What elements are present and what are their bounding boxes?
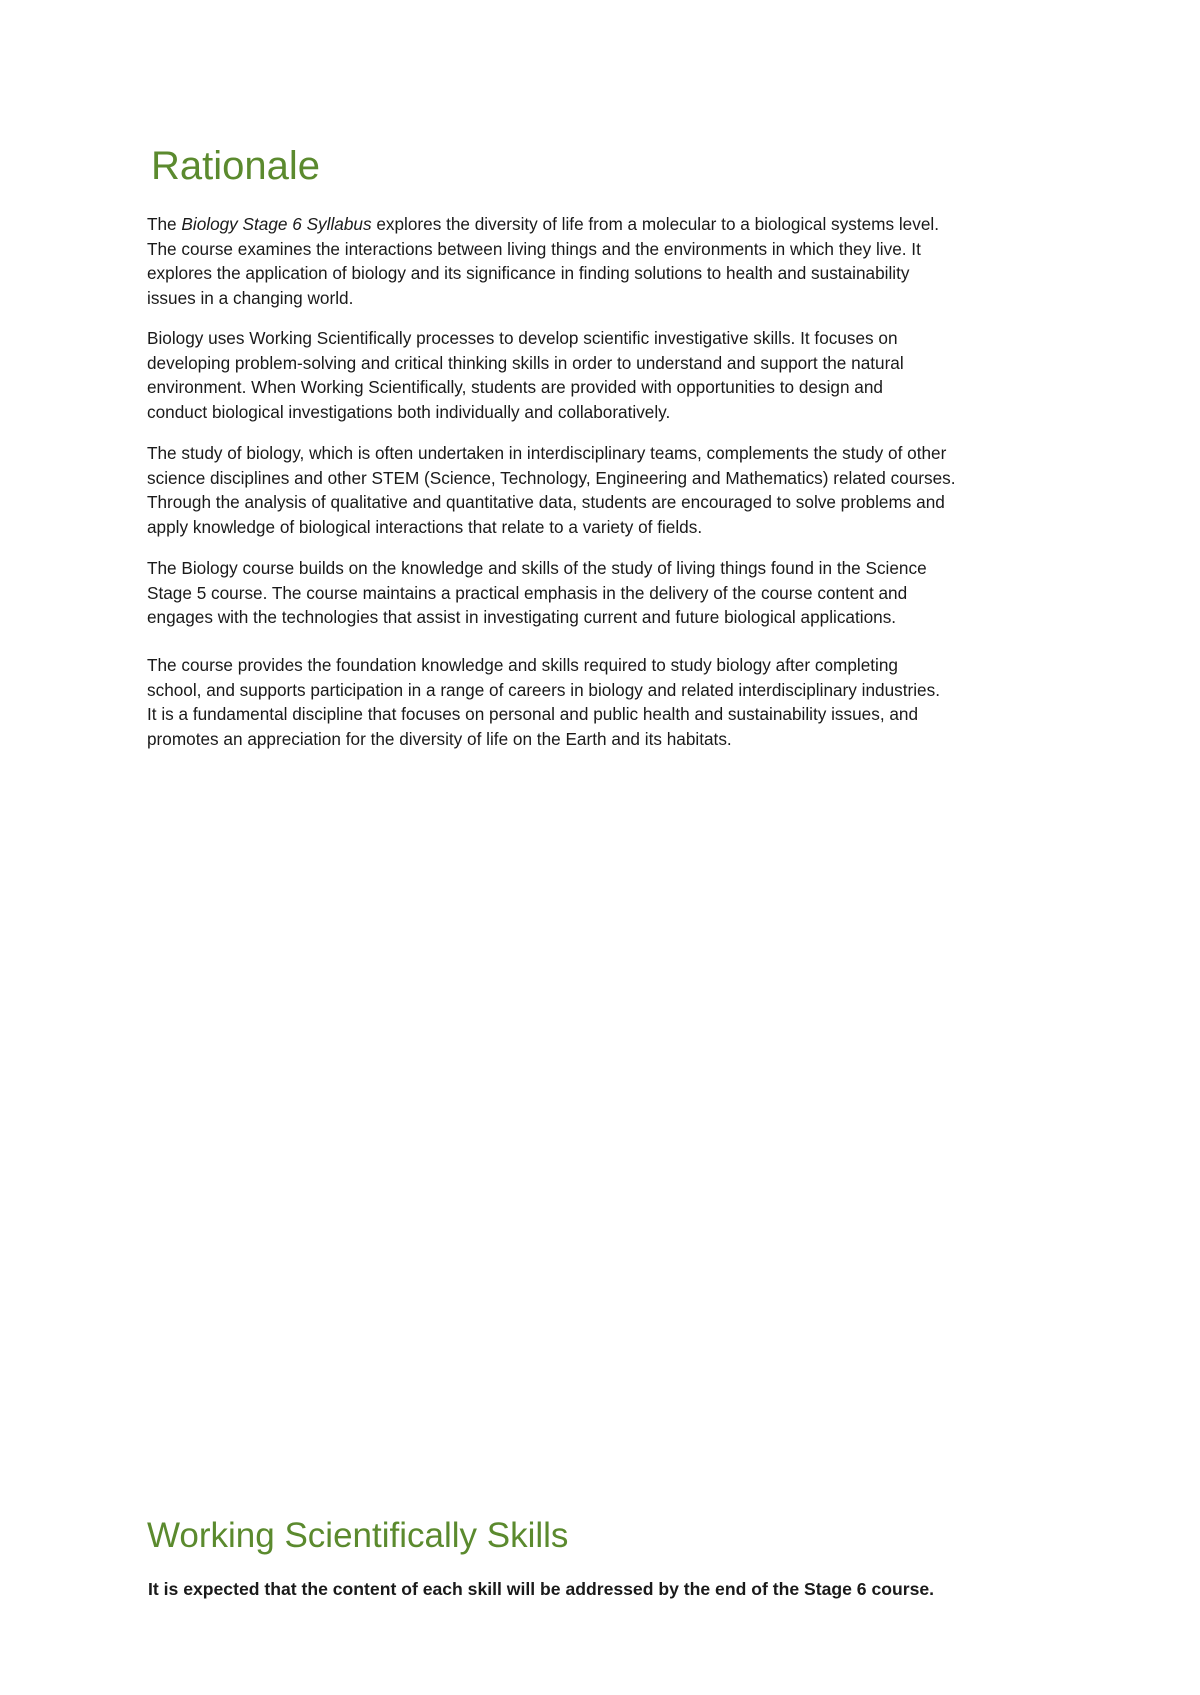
paragraph-line: environment. When Working Scientifically, students are provided with opportunities to design and (147, 377, 883, 398)
paragraph-line: Biology uses Working Scientifically processes to develop scientific investigative skills. It focuses on (147, 328, 898, 348)
paragraph-line: engages with the technologies that assist in investigating current and future biological applications. (147, 607, 897, 628)
paragraph-line: developing problem-solving and critical thinking skills in order to understand and support the natural (147, 352, 904, 373)
paragraph-line: conduct biological investigations both individually and collaboratively. (147, 401, 671, 422)
paragraph-line: school, and supports participation in a range of careers in biology and related interdisciplinary industries. (147, 679, 940, 700)
paragraph-line: The course provides the foundation knowledge and skills required to study biology after completing (147, 655, 898, 675)
syllabus-title: Biology Stage 6 Syllabus (181, 214, 372, 234)
rationale-paragraph-2 (147, 326, 1077, 424)
paragraph-line: The course examines the interactions between living things and the environments in which they live. It (147, 238, 921, 259)
paragraph-line: issues in a changing world. (147, 287, 354, 308)
rationale-paragraph-4 (147, 556, 1077, 630)
working-scientifically-intro: It is expected that the content of each skill will be addressed by the end of the Stage 6 course. (148, 1579, 935, 1599)
paragraph-line (147, 212, 1077, 237)
paragraph-line: promotes an appreciation for the diversity of life on the Earth and its habitats. (147, 728, 732, 749)
paragraph-line: Through the analysis of qualitative and quantitative data, students are encouraged to solve problems and (147, 492, 945, 513)
paragraph-line: The study of biology, which is often undertaken in interdisciplinary teams, complements the study of other (147, 443, 947, 463)
rationale-paragraph-1 (147, 212, 1077, 310)
paragraph-line: It is a fundamental discipline that focuses on personal and public health and sustainability issues, and (147, 704, 919, 725)
paragraph-line: apply knowledge of biological interactions that relate to a variety of fields. (147, 516, 703, 537)
rationale-paragraph-5 (147, 653, 1077, 751)
paragraph-line: The Biology course builds on the knowledge and skills of the study of living things found in the Science (147, 558, 927, 578)
paragraph-lead: The (147, 214, 182, 234)
paragraph-line: Stage 5 course. The course maintains a practical emphasis in the delivery of the course content and (147, 582, 908, 603)
paragraph-line-text: explores the diversity of life from a molecular to a biological systems level. (376, 214, 939, 234)
paragraph-line: explores the application of biology and its significance in finding solutions to health and sustainability (147, 263, 910, 284)
rationale-heading: Rationale (151, 144, 321, 188)
paragraph-line: science disciplines and other STEM (Science, Technology, Engineering and Mathematics) related courses. (147, 467, 956, 488)
rationale-paragraph-3 (147, 441, 1077, 539)
working-scientifically-heading: Working Scientifically Skills (147, 1516, 569, 1555)
